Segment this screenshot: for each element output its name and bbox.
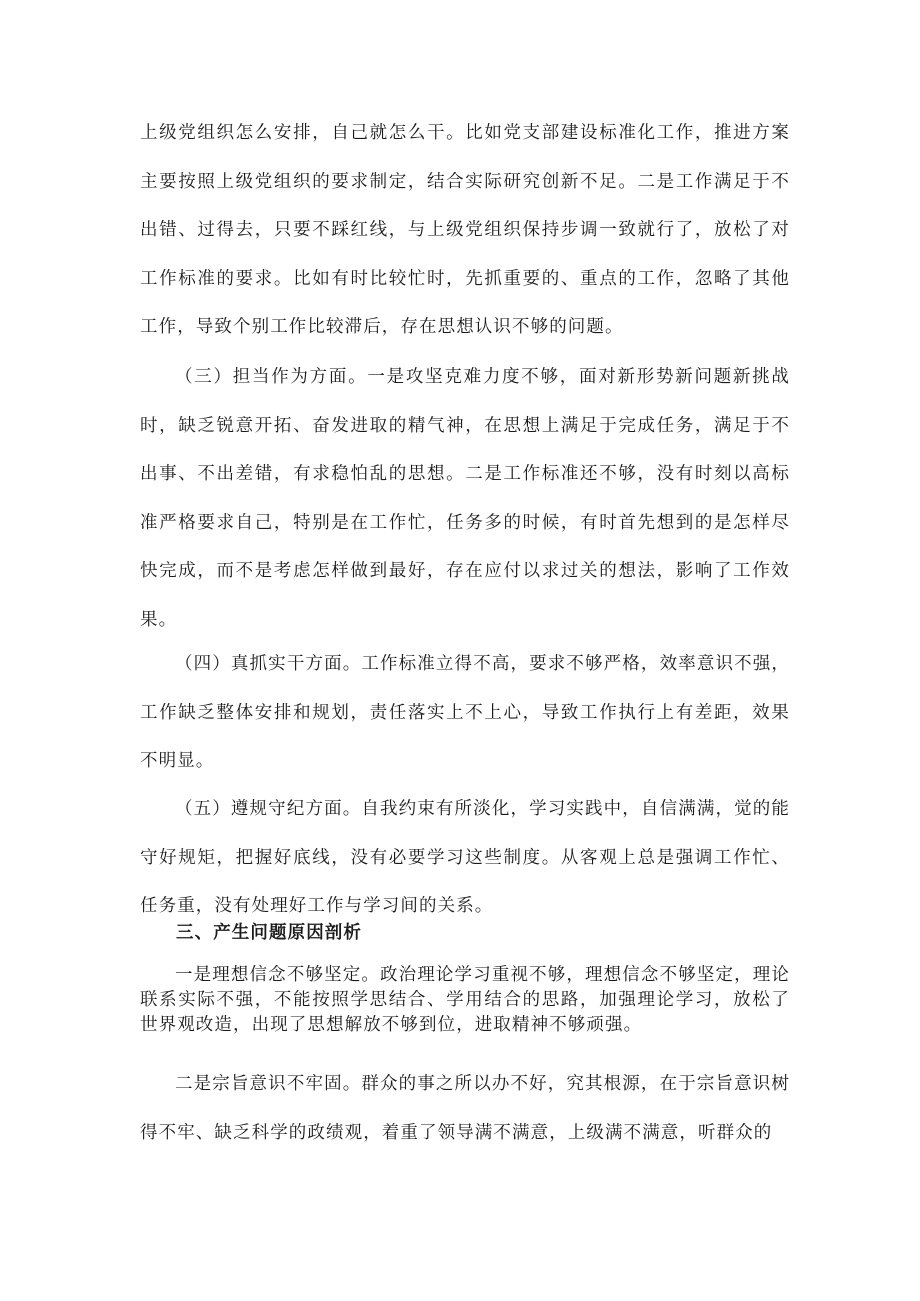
paragraph-continuation: 上级党组织怎么安排，自己就怎么干。比如党支部建设标准化工作，推进方案主要按照上级党组织的要求制定，结合实际研究创新不足。二是工作满足于不出错、过得去，只要不踩红线，与上级党组织保持步调一致就行了，放松了对工作标准的要求。比如有时比较忙时，先抓重要的、重点的工作，忽略了其他工作，导致个别工作比较滞后，存在思想认识不够的问题。 bbox=[140, 123, 790, 337]
section-heading: 三、产生问题原因剖析 bbox=[176, 923, 362, 943]
paragraph-cause-2: 二是宗旨意识不牢固。群众的事之所以办不好，究其根源，在于宗旨意识树得不牢、缺乏科学的政绩观，着重了领导满不满意，上级满不满意，听群众的 bbox=[140, 1074, 790, 1143]
paragraph-section-4: （四）真抓实干方面。工作标准立得不高，要求不够严格，效率意识不强，工作缺乏整体安排和规划，责任落实上不上心，导致工作执行上有差距，效果不明显。 bbox=[140, 654, 790, 771]
paragraph-cause-1: 一是理想信念不够坚定。政治理论学习重视不够，理想信念不够坚定，理论联系实际不强，不能按照学思结合、学用结合的思路，加强理论学习，放松了世界观改造，出现了思想解放不够到位，进取精神不够顽强。 bbox=[140, 965, 790, 1035]
paragraph-section-3: （三）担当作为方面。一是攻坚克难力度不够，面对新形势新问题新挑战时，缺乏锐意开拓、奋发进取的精气神，在思想上满足于完成任务，满足于不出事、不出差错，有求稳怕乱的思想。二是工作标准还不够，没有时刻以高标准严格要求自己，特别是在工作忙，任务多的时候，有时首先想到的是怎样尽快完成，而不是考虑怎样做到最好，存在应付以求过关的想法，影响了工作效果。 bbox=[140, 367, 790, 630]
paragraph-section-5: （五）遵规守纪方面。自我约束有所淡化，学习实践中，自信满满，觉的能守好规矩，把握好底线，没有必要学习这些制度。从客观上总是强调工作忙、任务重，没有处理好工作与学习间的关系。 bbox=[140, 799, 790, 916]
